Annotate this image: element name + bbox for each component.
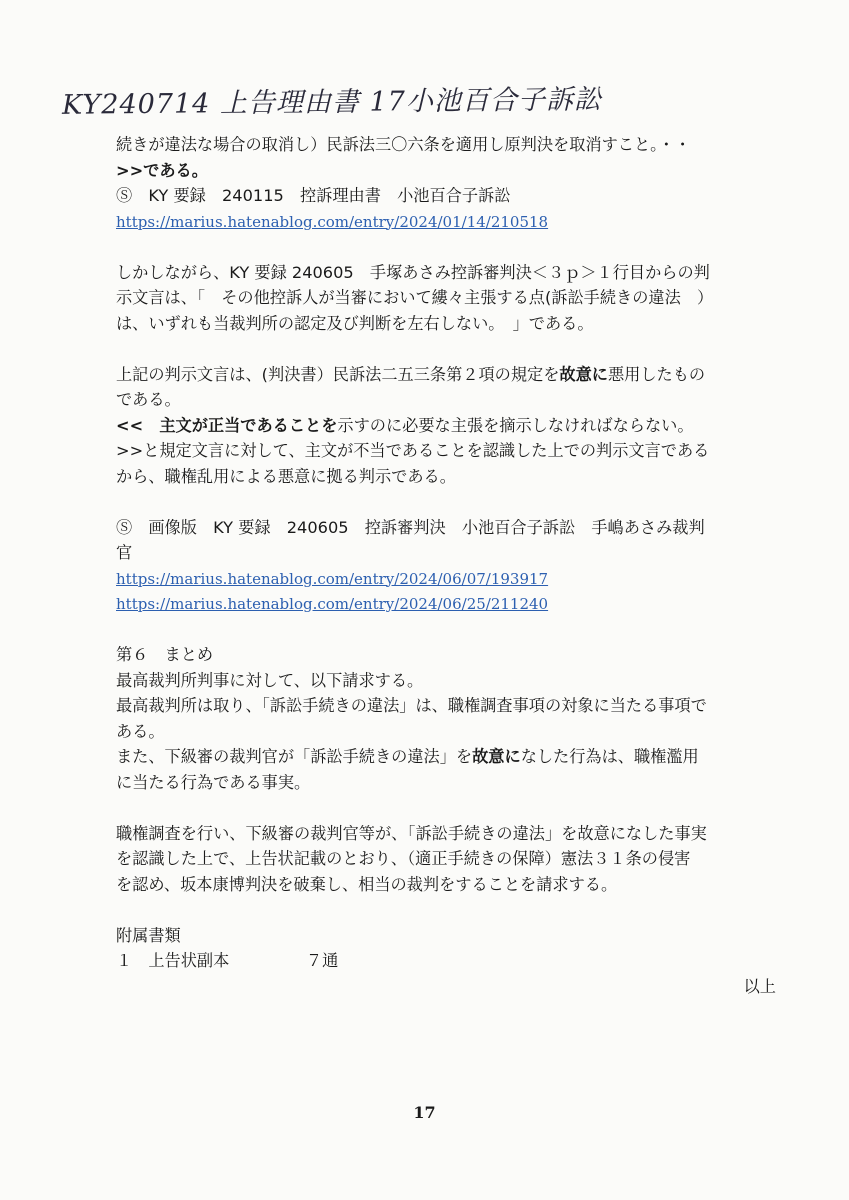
reference-line: Ⓢ 画像版 KY 要録 240605 控訴審判決 小池百合子訴訟 手嶋あさみ裁判	[116, 517, 705, 537]
text-line: は、いずれも当裁判所の認定及び判断を左右しない。 」である。	[116, 313, 594, 333]
text-line: ある。	[116, 721, 165, 741]
bold-text: 主文が正当であることを	[159, 415, 338, 435]
attachments-heading: 附属書類	[116, 925, 181, 945]
handwritten-header: KY240714 上告理由書 17小池百合子訴訟	[61, 84, 603, 121]
text-line: に当たる行為である事実。	[116, 772, 311, 792]
text-line	[116, 158, 796, 184]
text-line: また、下級審の裁判官が「訴訟手続きの違法」を故意になした行為は、職権濫用	[116, 747, 699, 766]
text-line: 示文言は、「 その他控訴人が当審において縷々主張する点(訴訟手続きの違法 ）	[116, 288, 714, 307]
page-number: 17	[413, 1103, 436, 1122]
text-line: 職権調査を行い、下級審の裁判官等が、「訴訟手続きの違法」を故意になした事実	[116, 823, 707, 843]
reference-line: Ⓢ KY 要録 240115 控訴理由書 小池百合子訴訟	[116, 186, 511, 205]
bold-text: 故意に	[559, 364, 608, 384]
text-line: >>と規定文言に対して、主文が不当であることを認識した上での判示文言である	[116, 441, 710, 460]
text-line: << 主文が正当であることを示すのに必要な主張を摘示しなければならない。	[116, 415, 694, 435]
text-line: 最高裁判所判事に対して、以下請求する。	[116, 670, 424, 690]
text-line: 上記の判示文言は、(判決書）民訴法二五三条第２項の規定を故意に悪用したもの	[116, 364, 706, 384]
attachment-item: １ 上告状副本 ７通	[116, 951, 339, 970]
hyperlink[interactable]: https://marius.hatenablog.com/entry/2024/06/25/211240	[116, 595, 549, 613]
text-line: を認め、坂本康博判決を破棄し、相当の裁判をすることを請求する。	[116, 874, 618, 894]
text-line: 最高裁判所は取り、「訴訟手続きの違法」は、職権調査事項の対象に当たる事項で	[116, 696, 707, 715]
hyperlink[interactable]: https://marius.hatenablog.com/entry/2024/06/07/193917	[116, 569, 549, 588]
text-line: 続きが違法な場合の取消し）民訴法三〇六条を適用し原判決を取消すこと。・・	[116, 135, 691, 154]
text-line: 官	[116, 543, 133, 562]
bold-text: >>である。	[116, 160, 208, 180]
section-heading: 第６ まとめ	[116, 645, 214, 664]
text-line: しかしながら、KY 要録 240605 手塚あさみ控訴審判決＜３ｐ＞１行目からの判	[116, 262, 710, 282]
closing-text: 以上	[743, 976, 776, 996]
text-line: から、職権乱用による悪意に拠る判示である。	[116, 466, 456, 486]
document-body	[116, 132, 796, 999]
text-line: を認識した上で、上告状記載のとおり、（適正手続きの保障）憲法３１条の侵害	[116, 849, 691, 868]
text-line: である。	[116, 390, 181, 409]
bold-text: 故意に	[472, 747, 521, 766]
hyperlink[interactable]: https://marius.hatenablog.com/entry/2024/01/14/210518	[116, 212, 549, 231]
